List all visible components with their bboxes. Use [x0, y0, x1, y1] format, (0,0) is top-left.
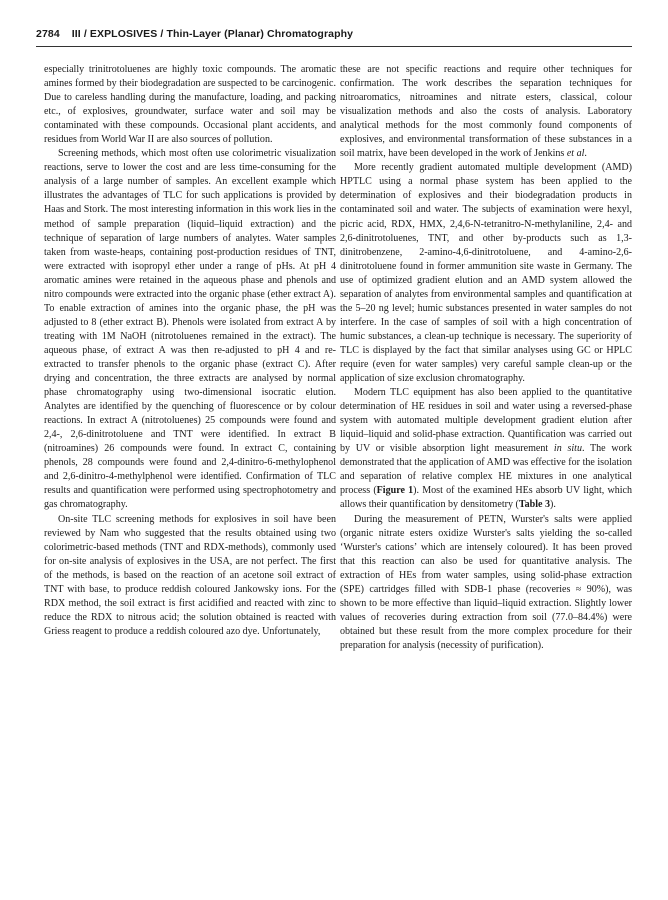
- paragraph: especially trinitrotoluenes are highly toxic compounds. The aromatic amines formed by their biodegradation are suspected to be carcinogenic. Due to careless handling during the manufacture, loading, and packing etc., of explosives, groundwater, surface water and soil may be contaminated with these compounds. Occasional plant accidents, and residues from World War II are also sources of pollution.: [44, 64, 336, 146]
- running-head: [36, 28, 632, 44]
- italic-text: in situ: [553, 443, 582, 455]
- paragraph: Screening methods, which most often use colorimetric visualization reactions, serve to lower the cost and are less time-consuming for the analysis of a large number of samples. An excellent example which illustrates the advantages of TLC for such applications is provided by Haas and Stork. The most interesting information in this work lies in the method of sample preparation (liquid–liquid extraction) and the technique of separation of large numbers of analytes. Water samples taken from waste-heaps, containing post-production residues of TNT, were extracted with isopropyl ether under a range of pHs. At pH 4 aromatic amines were retained in the aqueous phase and phenols and nitro compounds were extracted into the organic phase (ether extract A). To enable extraction of amines into the organic phase, the pH was adjusted to 8 (ether extract B). Phenols were isolated from extract A by treating with 1M NaOH (nitrotoluenes remained in the extract). The aqueous phase, of extract A was then re-adjusted to pH 4 and re-extracted to transfer phenols to the organic phase (extract C). After drying and concentration, the three extracts are analysed by normal phase chromatography using two-dimensional isocratic elution. Analytes are identified by the quenching of fluorescence or by colour reactions. In extract A (nitrotoluenes) 25 compounds were found and 2,4-, 2,6-dinitrotoluene and TNT were identified. In extract B (nitroamines) 26 compounds were found. In extract C, containing phenols, 28 compounds were found and 2,4-dinitro-6-methylophenol and 2,6-dinitro-4-methylphenol were identified. Confirmation of TLC results and quantification were performed using spectrophotometry and gas chromatography.: [44, 148, 336, 511]
- header-rule: [36, 46, 632, 47]
- paragraph: During the measurement of PETN, Wurster's salts were applied (organic nitrate esters oxidize Wurster's salts yielding the so-called ‘Wurster's cations’ which are intensely coloured). It has been proved that this reaction can also be used for quantitative analysis. The extraction of HEs from water samples, using solid-phase extraction (SPE) cartridges filled with SDB-1 phase (recoveries ≈ 90%), was shown to be more effective than liquid–liquid extraction. Slightly lower values of recoveries during extraction from soil (77.0–84.4%) were obtained but these result from the more complex procedure for their preparation for analysis (necessity of purification).: [340, 513, 632, 651]
- text-run: . The work demonstrated that the application of AMD was effective for the isolation and separation of relative complex HE mixtures in one analytical process (: [340, 443, 632, 497]
- right-column: [340, 63, 632, 653]
- text-run: these are not specific reactions and require other techniques for confirmation. The work describes the separation techniques for nitroaromatics, nitroamines and nitrate esters, classical, colour visualization methods and also the costs of analysis. Laboratory analytical methods for the most commonly found components of explosives, and environmental transformation of these substances in a soil matrix, have been developed in the work of Jenkins: [340, 64, 632, 160]
- text-run: .: [584, 148, 587, 160]
- paragraph: More recently gradient automated multiple development (AMD) HPTLC using a normal phase system has been applied to the determination of explosives and their biodegradation products in contaminated soil and water. The subjects of examination were hexyl, picric acid, RDX, HMX, 2,4,6-N-tetranitro-N-methylaniline, 2,4- and 2,6-dinitrotoluenes, TNT, and other by-products such as 1,3-dinitrobenzene, 2-amino-4,6-dinitrotoluene, and 4-amino-2,6-dinitrotoluene found in former ammunition site waste in Germany. The use of optimized gradient elution and an AMD system allowed the separation of analytes from environmental samples and quantification at the 5–20 ng level; humic substances presented in water samples do not interfere. In the case of samples of soil with a high concentration of humic substances, a clean-up technique is necessary. The superiority of TLC is displayed by the fact that similar analyses using GC or HPLC require (even for water samples) very careful sample clean-up or the application of size exclusion chromatography.: [340, 162, 632, 385]
- text-run: ). Most of the examined HEs absorb UV light, which allows their quantification by densitometry (: [340, 485, 632, 511]
- paragraph: On-site TLC screening methods for explosives in soil have been reviewed by Nam who suggested that the results obtained using two colorimetric-based methods (TNT and RDX-methods), commonly used for on-site analysis of explosives in the USA, are not perfect. The first of the methods, is based on the reaction of an acetone soil extract of TNT with base, to produce reddish coloured Jankowsky ions. For the RDX method, the soil extract is first acidified and reacted with zinc to reduce the RDX to nitrous acid; the solution obtained is reacted with Griess reagent to produce a reddish coloured azo dye. Unfortunately,: [44, 513, 336, 637]
- paragraph: [340, 63, 632, 161]
- paragraph: [340, 386, 632, 512]
- text-run: Modern TLC equipment has also been applied to the quantitative determination of HE residues in soil and water using a reversed-phase system with automated multiple development gradient elution after liquid–liquid and solid-phase extraction. Quantification was carried out by UV or visible absorption light measurement: [340, 387, 632, 455]
- page-number: 2784: [36, 28, 60, 40]
- italic-text: et al: [566, 148, 585, 160]
- left-column: [44, 63, 336, 639]
- text-run: ).: [550, 499, 556, 511]
- figure-reference[interactable]: Figure 1: [376, 485, 414, 497]
- table-reference[interactable]: Table 3: [518, 499, 551, 511]
- section-title: III / EXPLOSIVES / Thin-Layer (Planar) Chromatography: [71, 28, 354, 40]
